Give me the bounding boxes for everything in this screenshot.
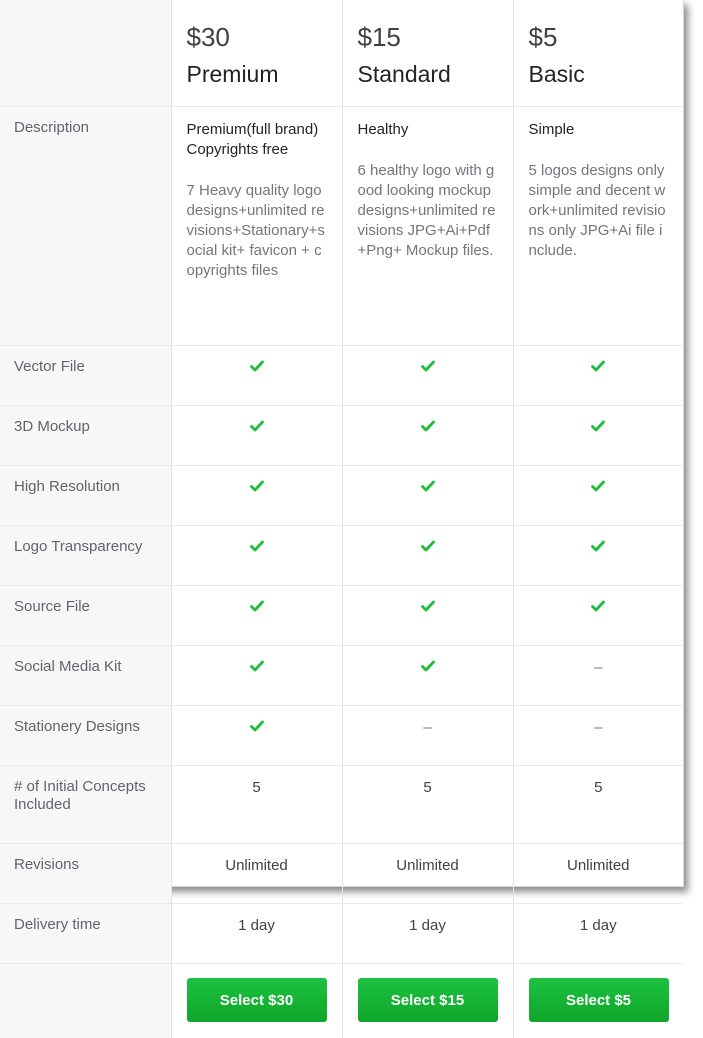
- header-corner: [0, 0, 171, 107]
- feature-excluded-cell: [513, 706, 683, 766]
- delivery-time-row: [0, 904, 683, 964]
- plan-header-row: [0, 0, 683, 107]
- description-premium: [171, 107, 342, 346]
- feature-included-cell: [171, 586, 342, 646]
- row-label-logo-transparency: Logo Transparency: [0, 526, 171, 586]
- feature-included-cell: [513, 406, 683, 466]
- select-premium-button[interactable]: Select $30: [187, 978, 327, 1022]
- description-basic: [513, 107, 683, 346]
- feature-included-cell: [342, 406, 513, 466]
- dash-mark: –: [594, 719, 602, 736]
- check-icon: [250, 600, 264, 612]
- feature-included-cell: [342, 526, 513, 586]
- description-body: 6 healthy logo with good looking mockup designs+unlimited revisions JPG+Ai+Pdf+Png+ Mockup files.: [358, 161, 498, 261]
- plan-name: Premium: [187, 60, 327, 88]
- plan-header-standard: [342, 0, 513, 107]
- initial-concepts-row: [0, 766, 683, 844]
- select-basic-button[interactable]: Select $5: [529, 978, 669, 1022]
- revisions-value: Unlimited: [513, 844, 683, 904]
- row-label-source-file: Source File: [0, 586, 171, 646]
- check-icon: [591, 360, 605, 372]
- logo-transparency-row: [0, 526, 683, 586]
- check-icon: [591, 600, 605, 612]
- check-icon: [591, 420, 605, 432]
- row-label-description: Description: [0, 107, 171, 346]
- select-button-row: [0, 964, 683, 1038]
- description-row: [0, 107, 683, 346]
- check-icon: [421, 540, 435, 552]
- stationery-designs-row: [0, 706, 683, 766]
- plan-price: $15: [358, 22, 498, 52]
- check-icon: [250, 480, 264, 492]
- plan-price: $5: [529, 22, 669, 52]
- plan-header-basic: [513, 0, 683, 107]
- social-media-kit-row: [0, 646, 683, 706]
- source-file-row: [0, 586, 683, 646]
- description-body: 5 logos designs only simple and decent work+unlimited revisions only JPG+Ai file include.: [529, 161, 669, 261]
- feature-included-cell: [171, 706, 342, 766]
- select-cell-standard: [342, 964, 513, 1038]
- delivery-time-value: 1 day: [342, 904, 513, 964]
- check-icon: [421, 360, 435, 372]
- feature-excluded-cell: [342, 706, 513, 766]
- plan-price: $30: [187, 22, 327, 52]
- feature-included-cell: [513, 586, 683, 646]
- check-icon: [421, 660, 435, 672]
- dash-mark: –: [594, 659, 602, 676]
- row-label-social-media-kit: Social Media Kit: [0, 646, 171, 706]
- feature-included-cell: [342, 346, 513, 406]
- check-icon: [250, 360, 264, 372]
- initial-concepts-value: 5: [342, 766, 513, 844]
- high-resolution-row: [0, 466, 683, 526]
- plan-header-premium: [171, 0, 342, 107]
- vector-file-row: [0, 346, 683, 406]
- description-title: Premium(full brand) Copyrights free: [187, 120, 327, 160]
- revisions-row: [0, 844, 683, 904]
- feature-included-cell: [342, 466, 513, 526]
- revisions-value: Unlimited: [171, 844, 342, 904]
- feature-included-cell: [513, 526, 683, 586]
- delivery-time-value: 1 day: [171, 904, 342, 964]
- plan-name: Standard: [358, 60, 498, 88]
- button-row-label: [0, 964, 171, 1038]
- check-icon: [421, 420, 435, 432]
- feature-included-cell: [513, 346, 683, 406]
- mockup-3d-row: [0, 406, 683, 466]
- description-title: Healthy: [358, 120, 498, 140]
- feature-included-cell: [513, 466, 683, 526]
- check-icon: [591, 480, 605, 492]
- row-label-delivery-time: Delivery time: [0, 904, 171, 964]
- row-label-mockup-3d: 3D Mockup: [0, 406, 171, 466]
- row-label-vector-file: Vector File: [0, 346, 171, 406]
- feature-included-cell: [342, 646, 513, 706]
- feature-included-cell: [171, 346, 342, 406]
- description-standard: [342, 107, 513, 346]
- feature-included-cell: [171, 646, 342, 706]
- row-label-initial-concepts: # of Initial Concepts Included: [0, 766, 171, 844]
- select-cell-premium: [171, 964, 342, 1038]
- revisions-value: Unlimited: [342, 844, 513, 904]
- select-cell-basic: [513, 964, 683, 1038]
- check-icon: [250, 660, 264, 672]
- check-icon: [250, 420, 264, 432]
- row-label-stationery-designs: Stationery Designs: [0, 706, 171, 766]
- plan-name: Basic: [529, 60, 669, 88]
- row-label-revisions: Revisions: [0, 844, 171, 904]
- initial-concepts-value: 5: [513, 766, 683, 844]
- select-standard-button[interactable]: Select $15: [358, 978, 498, 1022]
- feature-included-cell: [342, 586, 513, 646]
- description-title: Simple: [529, 120, 669, 140]
- description-body: 7 Heavy quality logo designs+unlimited revisions+Stationary+social kit+ favicon + copyrights files: [187, 181, 327, 281]
- initial-concepts-value: 5: [171, 766, 342, 844]
- check-icon: [250, 720, 264, 732]
- row-label-high-resolution: High Resolution: [0, 466, 171, 526]
- check-icon: [421, 480, 435, 492]
- feature-included-cell: [171, 406, 342, 466]
- check-icon: [250, 540, 264, 552]
- check-icon: [421, 600, 435, 612]
- feature-included-cell: [171, 526, 342, 586]
- delivery-time-value: 1 day: [513, 904, 683, 964]
- check-icon: [591, 540, 605, 552]
- feature-included-cell: [171, 466, 342, 526]
- feature-excluded-cell: [513, 646, 683, 706]
- dash-mark: –: [423, 719, 431, 736]
